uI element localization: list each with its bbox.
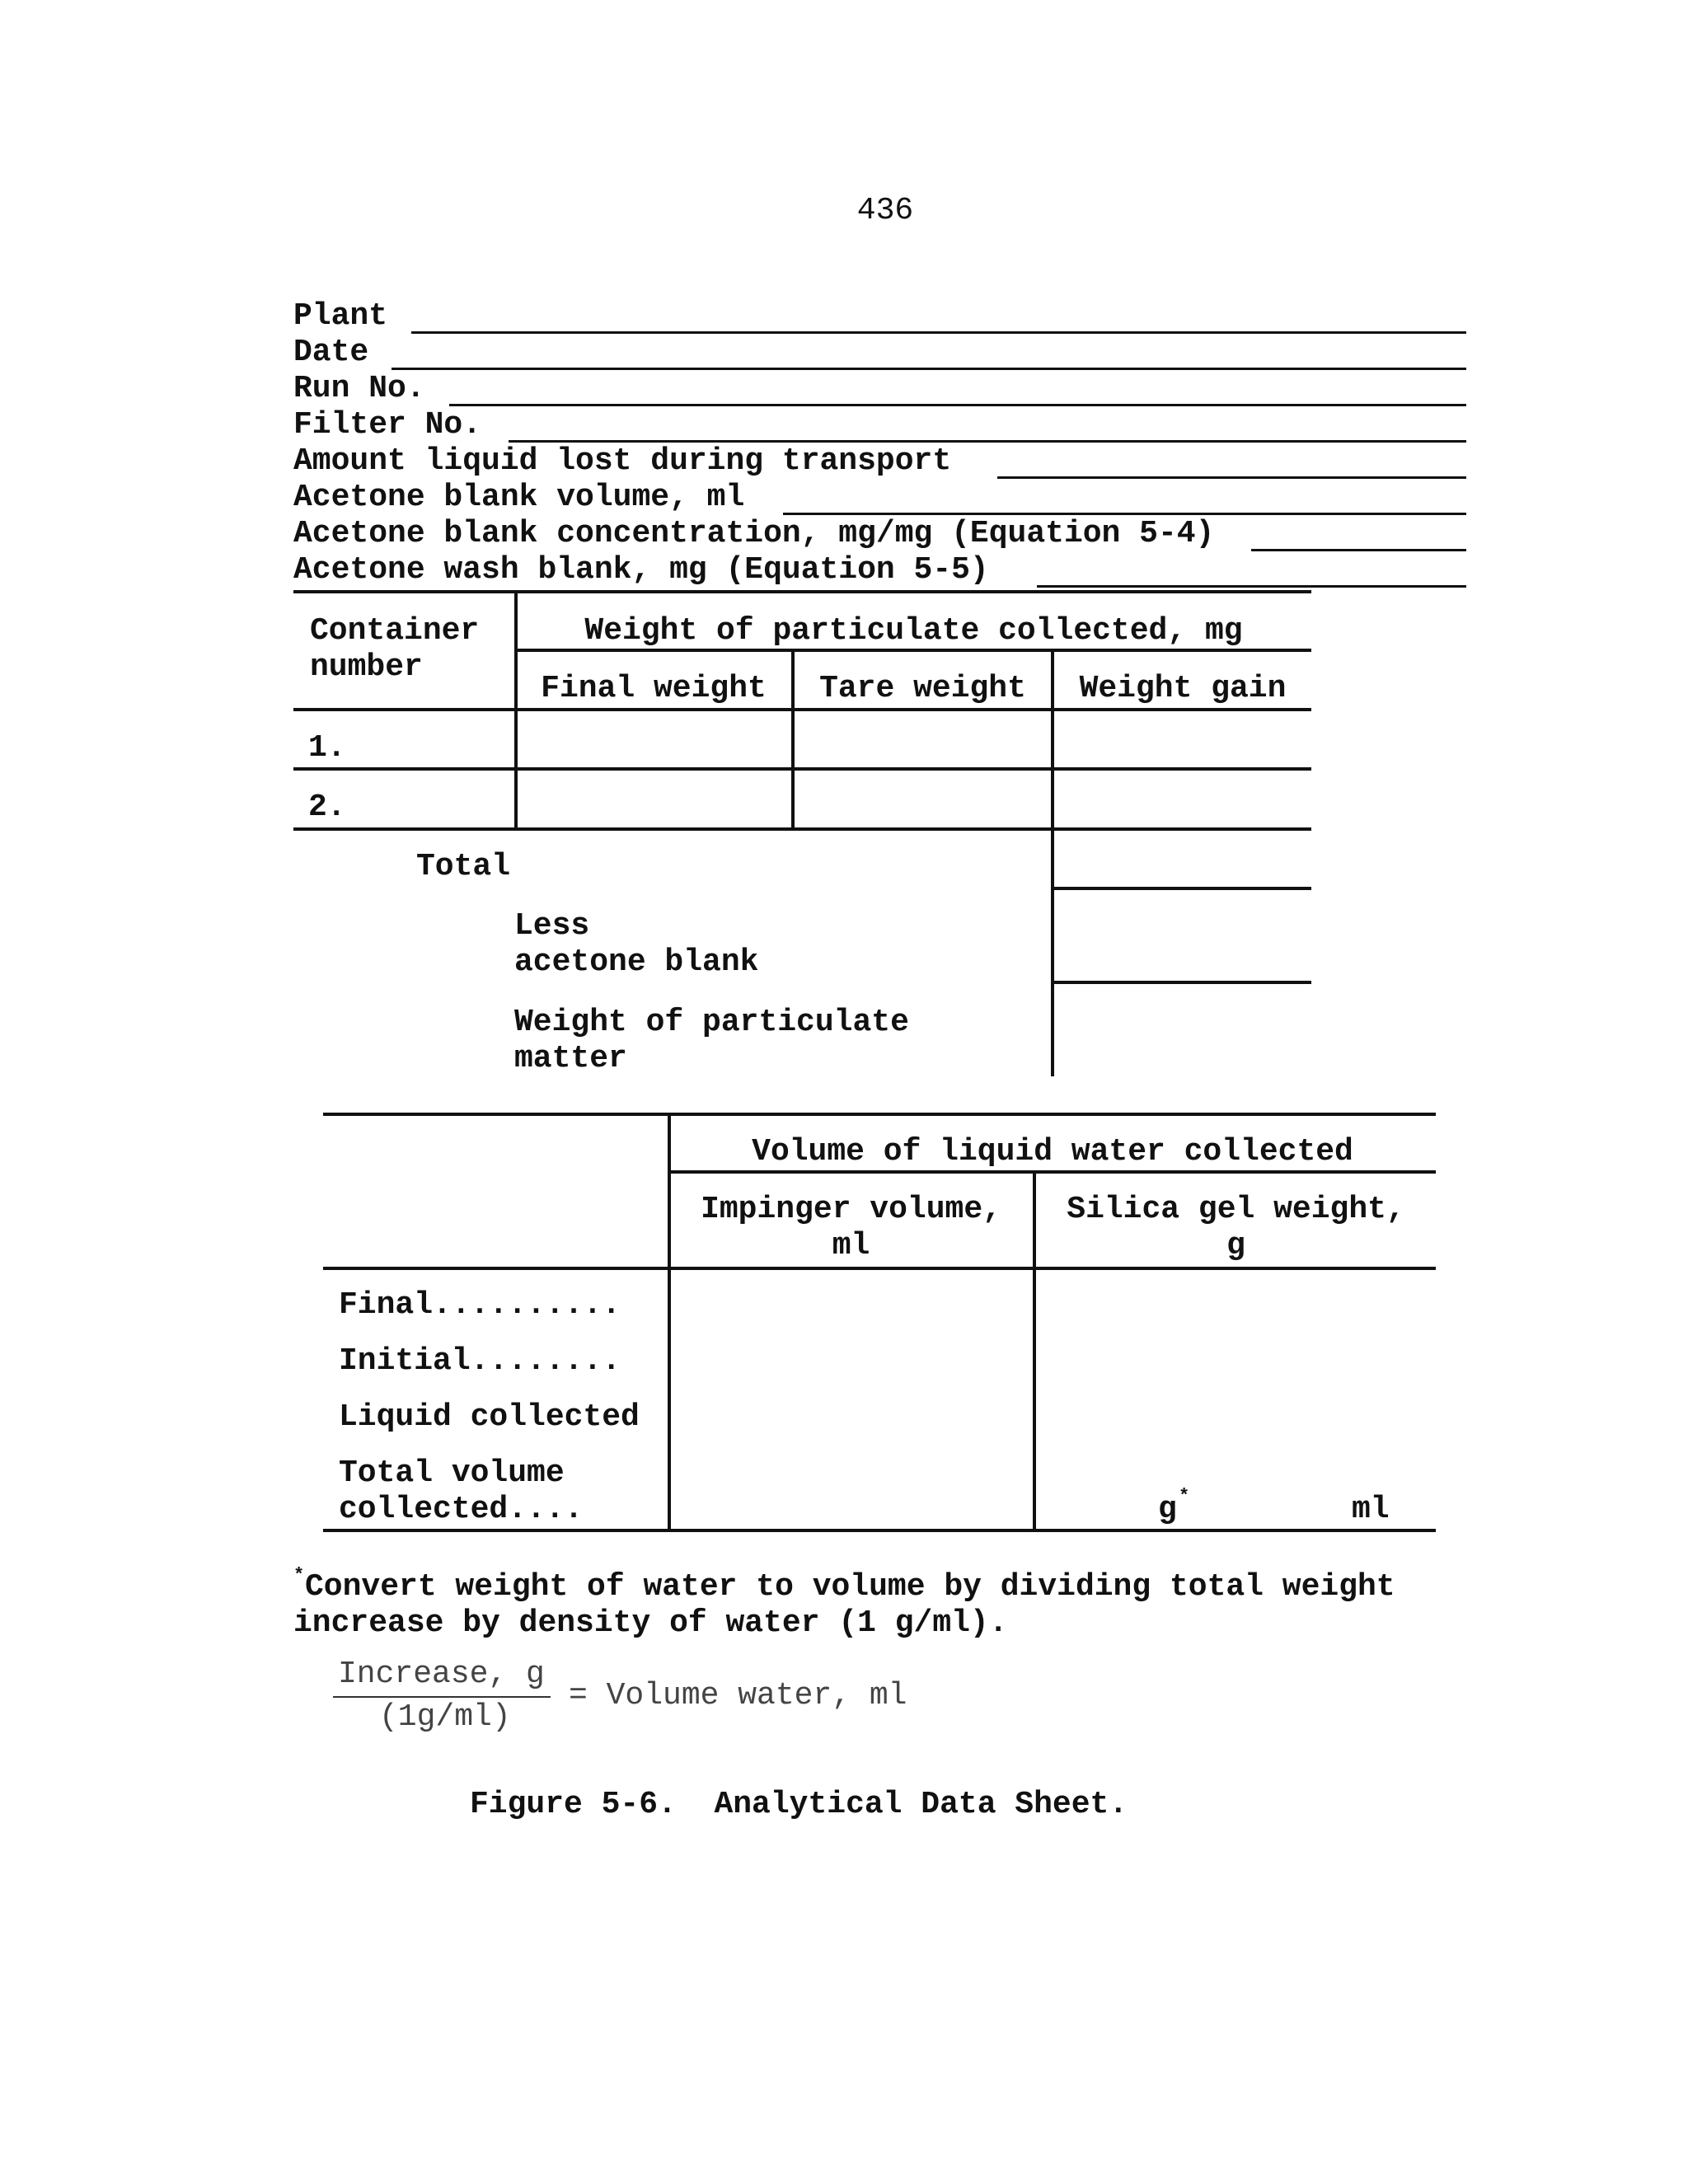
unit-ml: ml (1352, 1492, 1390, 1527)
field-line-date[interactable] (392, 368, 1466, 370)
col-header-impinger: Impinger volume, (701, 1192, 1001, 1227)
total-line (1053, 887, 1311, 890)
col-header-impinger-2: ml (832, 1228, 870, 1263)
unit-g-star: * (1179, 1486, 1190, 1507)
field-label-date: Date (293, 335, 369, 370)
field-label-acetone-blank-volume: Acetone blank volume, ml (293, 480, 745, 515)
table-row-line-2 (293, 827, 1311, 831)
field-label-filter-no: Filter No. (293, 407, 482, 443)
water-table-header-bottom (323, 1267, 1436, 1270)
water-table-group-underline (669, 1170, 1436, 1174)
table-border-top (293, 590, 1311, 593)
col-header-weight-gain: Weight gain (1079, 671, 1287, 706)
field-label-run-no: Run No. (293, 371, 425, 406)
formula-denominator: (1g/ml) (379, 1699, 511, 1735)
table-row-line-1 (293, 767, 1311, 771)
field-line-acetone-blank-concentration[interactable] (1251, 549, 1466, 551)
water-table-bottom (323, 1529, 1436, 1532)
row-label-1: 1. (308, 730, 346, 766)
less-acetone-blank-label-2: acetone blank (514, 944, 759, 980)
col-header-silica-2: g (1226, 1228, 1245, 1263)
field-line-acetone-blank-volume[interactable] (783, 513, 1466, 515)
field-line-liquid-lost[interactable] (997, 476, 1466, 479)
field-label-acetone-blank-concentration: Acetone blank concentration, mg/mg (Equation 5-4) (293, 516, 1215, 551)
row-label-initial: Initial........ (339, 1343, 621, 1379)
row-label-2: 2. (308, 790, 346, 825)
field-label-plant: Plant (293, 298, 388, 334)
col-header-silica: Silica gel weight, (1067, 1192, 1405, 1227)
total-label: Total (416, 849, 511, 884)
field-line-acetone-wash-blank[interactable] (1037, 585, 1466, 588)
unit-g: g (1158, 1492, 1177, 1527)
row-label-liquid-collected: Liquid collected (339, 1399, 640, 1435)
footnote-star: * (293, 1565, 305, 1586)
field-line-plant[interactable] (411, 331, 1466, 334)
table-divider-tare-gain (1051, 650, 1054, 1076)
col-header-container: Container (310, 613, 480, 649)
row-label-total-volume-2: collected.... (339, 1492, 584, 1527)
row-label-total-volume: Total volume (339, 1455, 565, 1491)
col-header-tare-weight: Tare weight (819, 671, 1026, 706)
row-label-final: Final.......... (339, 1287, 621, 1323)
footnote-line-1: Convert weight of water to volume by dividing total weight (305, 1569, 1395, 1605)
footnote-line-2: increase by density of water (1 g/ml). (293, 1605, 1008, 1641)
col-header-container-2: number (310, 649, 423, 685)
formula-fraction-bar (333, 1696, 551, 1698)
field-line-filter-no[interactable] (509, 440, 1466, 443)
field-line-run-no[interactable] (449, 404, 1466, 406)
water-group-header: Volume of liquid water collected (752, 1134, 1353, 1169)
formula-result: = Volume water, ml (569, 1678, 907, 1713)
weight-particulate-matter-label-2: matter (514, 1041, 627, 1076)
field-label-acetone-wash-blank: Acetone wash blank, mg (Equation 5-5) (293, 552, 989, 588)
less-acetone-blank-label: Less (514, 908, 590, 944)
col-header-final-weight: Final weight (541, 671, 767, 706)
field-label-liquid-lost: Amount liquid lost during transport (293, 443, 952, 479)
table-header-bottom (293, 708, 1311, 711)
weight-particulate-matter-label: Weight of particulate (514, 1005, 909, 1040)
col-group-header-weight: Weight of particulate collected, mg (584, 613, 1243, 649)
water-table-divider-label (668, 1114, 671, 1530)
formula-numerator: Increase, g (338, 1657, 545, 1692)
water-table-top (323, 1113, 1436, 1116)
less-blank-line (1053, 981, 1311, 984)
figure-caption: Figure 5-6. Analytical Data Sheet. (470, 1787, 1128, 1822)
page-number: 436 (856, 193, 914, 228)
